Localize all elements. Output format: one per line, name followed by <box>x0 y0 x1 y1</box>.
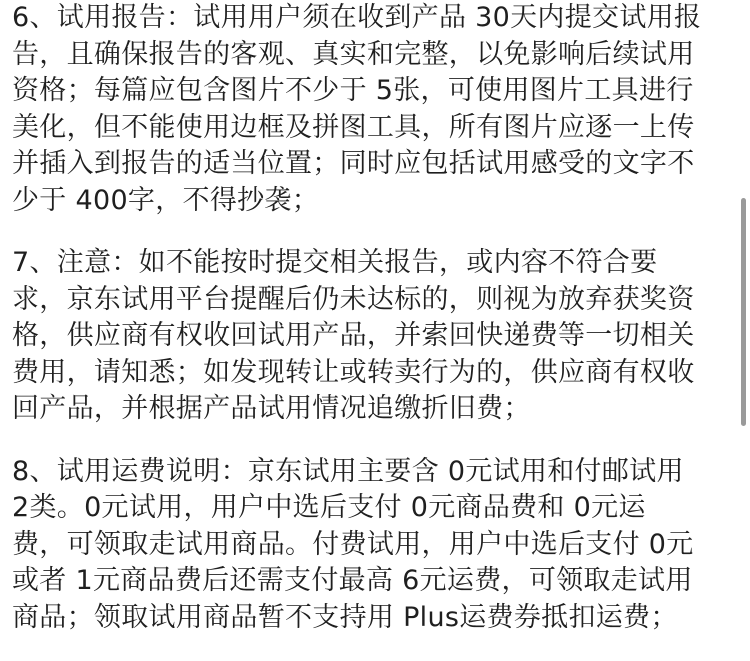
rules-document <box>12 0 727 661</box>
text-line: 资格；每篇应包含图片不少于 5张，可使用图片工具进行 <box>12 75 694 106</box>
text-line: 格，供应商有权收回试用产品，并索回快递费等一切相关 <box>12 320 695 351</box>
text-line: 费，可领取走试用商品。付费试用，用户中选后支付 0元 <box>12 528 694 560</box>
text-line: 美化，但不能使用边框及拼图工具，所有图片应逐一上传 <box>12 111 695 143</box>
text-line: 6、试用报告：试用用户须在收到产品 30天内提交试用报 <box>12 2 702 33</box>
text-line: 回产品，并根据产品试用情况追缴折旧费； <box>12 393 531 424</box>
rule-7-notice <box>12 245 727 428</box>
vertical-scrollbar[interactable] <box>741 198 746 426</box>
text-line: 商品；领取试用商品暂不支持用 Plus运费券抵扣运费； <box>12 601 678 633</box>
text-line: 少于 400字，不得抄袭； <box>12 184 320 216</box>
text-line: 2类。0元试用，用户中选后支付 0元商品费和 0元运 <box>12 492 646 523</box>
text-line: 告，且确保报告的客观、真实和完整，以免影响后续试用 <box>12 38 695 70</box>
text-line: 或者 1元商品费后还需支付最高 6元运费，可领取走试用 <box>12 565 693 596</box>
rule-8-shipping-fee <box>12 454 727 637</box>
text-line: 求，京东试用平台提醒后仍未达标的，则视为放弃获奖资 <box>12 283 695 315</box>
text-line: 并插入到报告的适当位置；同时应包括试用感受的文字不 <box>12 148 695 179</box>
rule-6-trial-report <box>12 0 727 219</box>
text-line: 7、注意：如不能按时提交相关报告，或内容不符合要 <box>12 247 658 278</box>
text-line: 费用，请知悉；如发现转让或转卖行为的，供应商有权收 <box>12 356 695 388</box>
text-line: 8、试用运费说明：京东试用主要含 0元试用和付邮试用 <box>12 455 684 487</box>
